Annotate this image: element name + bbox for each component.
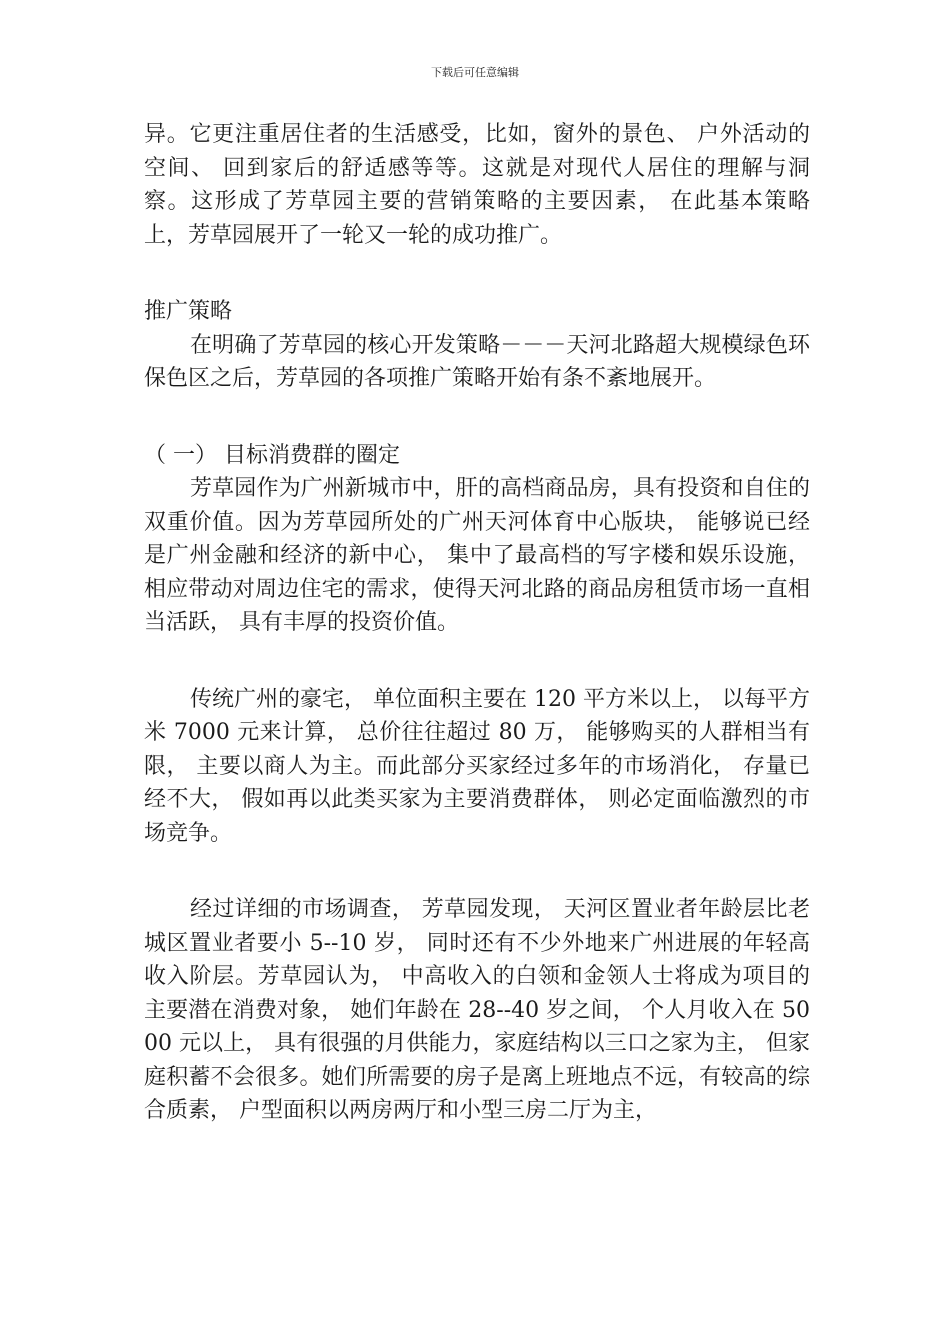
paragraph-intro-continuation: 异。它更注重居住者的生活感受，比如，窗外的景色、 户外活动的空间、 回到家后的舒适感等等。这就是对现代人居住的理解与洞察。这形成了芳草园主要的营销策略的主要因素， 在此基本策略上，芳草园展开了一轮又一轮的成功推广。	[144, 122, 810, 248]
paragraph-investment-value: 芳草园作为广州新城市中，肝的高档商品房，具有投资和自住的双重价值。因为芳草园所处的广州天河体育中心版块， 能够说已经是广州金融和经济的新中心， 集中了最高档的写字楼和娱乐设施， 相应带动对周边住宅的需求，使得天河北路的商品房租赁市场一直相当活跃， 具有丰厚的投资价值。	[144, 476, 810, 635]
paragraph-market-research: 经过详细的市场调查， 芳草园发现， 天河区置业者年龄层比老城区置业者要小 5--10 岁， 同时还有不少外地来广州进展的年轻高收入阶层。芳草园认为， 中高收入的白领和金领人士将成为项目的主要潜在消费对象， 她们年龄在 28--40 岁之间， 个人月收入在 5000 元以上， 具有很强的月供能力，家庭结构以三口之家为主， 但家庭积蓄不会很多。她们所需要的房子是离上班地点不远，有较高的综合质素， 户型面积以两房两厅和小型三房二厅为主，	[144, 897, 810, 1123]
paragraph-strategy-intro: 在明确了芳草园的核心开发策略－－－天河北路超大规模绿色环保色区之后，芳草园的各项推广策略开始有条不紊地展开。	[144, 332, 810, 391]
document-body	[144, 118, 810, 1128]
paragraph-traditional-luxury: 传统广州的豪宅， 单位面积主要在 120 平方米以上， 以每平方米 7000 元来计算， 总价往往超过 80 万， 能够购买的人群相当有限， 主要以商人为主。而此部分买家经过多年的市场消化， 存量已经不大， 假如再以此类买家为主要消费群体， 则必定面临激烈的市场竞争。	[144, 686, 810, 846]
section-heading-promotion-strategy: 推广策略	[144, 299, 233, 324]
section-heading-target-consumers: （ 一） 目标消费群的圈定	[144, 442, 400, 468]
page-header: 下载后可任意编辑	[431, 66, 519, 79]
